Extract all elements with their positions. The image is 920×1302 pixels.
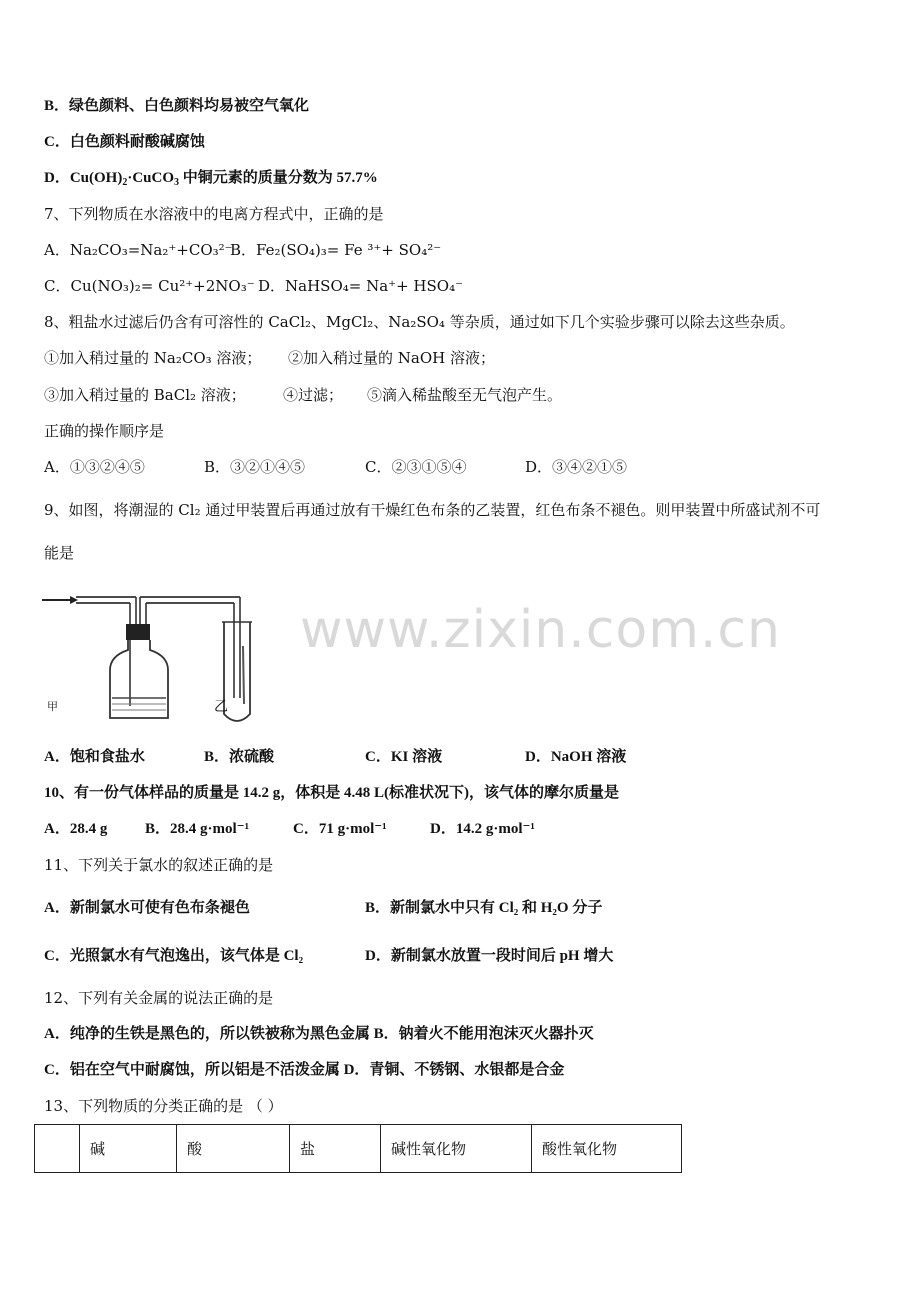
q7-option-a: A．Na₂CO₃=Na₂⁺+CO₃²⁻ — [44, 241, 233, 259]
q11-option-d: D．新制氯水放置一段时间后 pH 增大 — [365, 948, 614, 964]
q8-step-3: ③加入稍过量的 BaCl₂ 溶液； — [44, 386, 246, 404]
q7-option-c: C．Cu(NO₃)₂= Cu²⁺+2NO₃⁻ — [44, 277, 255, 295]
q7-option-d: D．NaHSO₄= Na⁺+ HSO₄⁻ — [258, 277, 464, 295]
q8-option-a: A．①③②④⑤ — [44, 458, 145, 476]
q11-option-a: A．新制氯水可使有色布条褪色 — [44, 900, 250, 916]
q10-option-d: D．14.2 g·mol⁻¹ — [430, 821, 535, 837]
q12-options-cd: C．铝在空气中耐腐蚀，所以铝是不活泼金属 D．青铜、不锈钢、水银都是合金 — [44, 1062, 565, 1078]
q9-option-c: C．KI 溶液 — [365, 749, 443, 765]
q9-option-d: D．NaOH 溶液 — [525, 749, 627, 765]
q8-option-c: C．②③①⑤④ — [365, 458, 467, 476]
header-cell-basic-oxide: 碱性氧化物 — [381, 1125, 532, 1173]
q12-stem: 12、下列有关金属的说法正确的是 — [44, 989, 274, 1007]
q9-option-b: B．浓硫酸 — [204, 749, 275, 765]
q8-step-2: ②加入稍过量的 NaOH 溶液； — [288, 349, 495, 367]
q6-option-c: C．白色颜料耐酸碱腐蚀 — [44, 134, 205, 150]
header-cell-base: 碱 — [80, 1125, 177, 1173]
table-header-row — [35, 1125, 682, 1173]
header-cell-acidic-oxide: 酸性氧化物 — [532, 1125, 682, 1173]
q8-option-b: B．③②①④⑤ — [204, 458, 306, 476]
classification-table — [34, 1124, 682, 1173]
q8-step-1: ①加入稍过量的 Na₂CO₃ 溶液； — [44, 349, 262, 367]
header-cell-salt: 盐 — [290, 1125, 381, 1173]
q8-stem: 8、粗盐水过滤后仍含有可溶性的 CaCl₂、MgCl₂、Na₂SO₄ 等杂质，通过如下几个实验步骤可以除去这些杂质。 — [44, 313, 795, 331]
q8-step-5: ⑤滴入稀盐酸至无气泡产生。 — [367, 386, 563, 404]
q7-stem: 7、下列物质在水溶液中的电离方程式中，正确的是 — [44, 205, 384, 223]
q9-stem-line2: 能是 — [44, 544, 75, 562]
q11-option-c: C．光照氯水有气泡逸出，该气体是 Cl₂ — [44, 948, 304, 964]
q9-option-a: A．饱和食盐水 — [44, 749, 145, 765]
header-cell-blank — [35, 1125, 80, 1173]
q11-option-b: B．新制氯水中只有 Cl₂ 和 H₂O 分子 — [365, 900, 603, 916]
q8-step-4: ④过滤； — [283, 386, 344, 404]
label-jia: 甲 — [47, 700, 58, 713]
q13-stem: 13、下列物质的分类正确的是 （ ） — [44, 1097, 283, 1115]
q10-option-a: A．28.4 g — [44, 821, 108, 837]
watermark: www.zixin.com.cn — [300, 600, 781, 660]
q11-stem: 11、下列关于氯水的叙述正确的是 — [44, 856, 274, 874]
q7-option-b: B．Fe₂(SO₄)₃= Fe ³⁺+ SO₄²⁻ — [230, 241, 442, 259]
q9-stem-line1: 9、如图，将潮湿的 Cl₂ 通过甲装置后再通过放有干燥红色布条的乙装置，红色布条不褪色。则甲装置中所盛试剂不可 — [44, 501, 821, 519]
q10-option-c: C．71 g·mol⁻¹ — [293, 821, 387, 837]
q6-option-b: B．绿色颜料、白色颜料均易被空气氧化 — [44, 98, 310, 114]
header-cell-acid: 酸 — [177, 1125, 290, 1173]
q10-option-b: B．28.4 g·mol⁻¹ — [145, 821, 250, 837]
gas-washing-apparatus-diagram — [40, 586, 270, 726]
q8-option-d: D．③④②①⑤ — [525, 458, 628, 476]
label-yi: 乙 — [214, 699, 228, 715]
q6-option-d: D．$Cu(OH)_2\cdot CuCO_3$ 中铜元素的质量分数为 57.7% — [44, 170, 378, 188]
q10-stem: 10、有一份气体样品的质量是 14.2 g，体积是 4.48 L(标准状况下)，该气体的摩尔质量是 — [44, 785, 619, 801]
q8-ask: 正确的操作顺序是 — [44, 422, 165, 440]
q12-options-ab: A．纯净的生铁是黑色的，所以铁被称为黑色金属 B．钠着火不能用泡沫灭火器扑灭 — [44, 1026, 594, 1042]
